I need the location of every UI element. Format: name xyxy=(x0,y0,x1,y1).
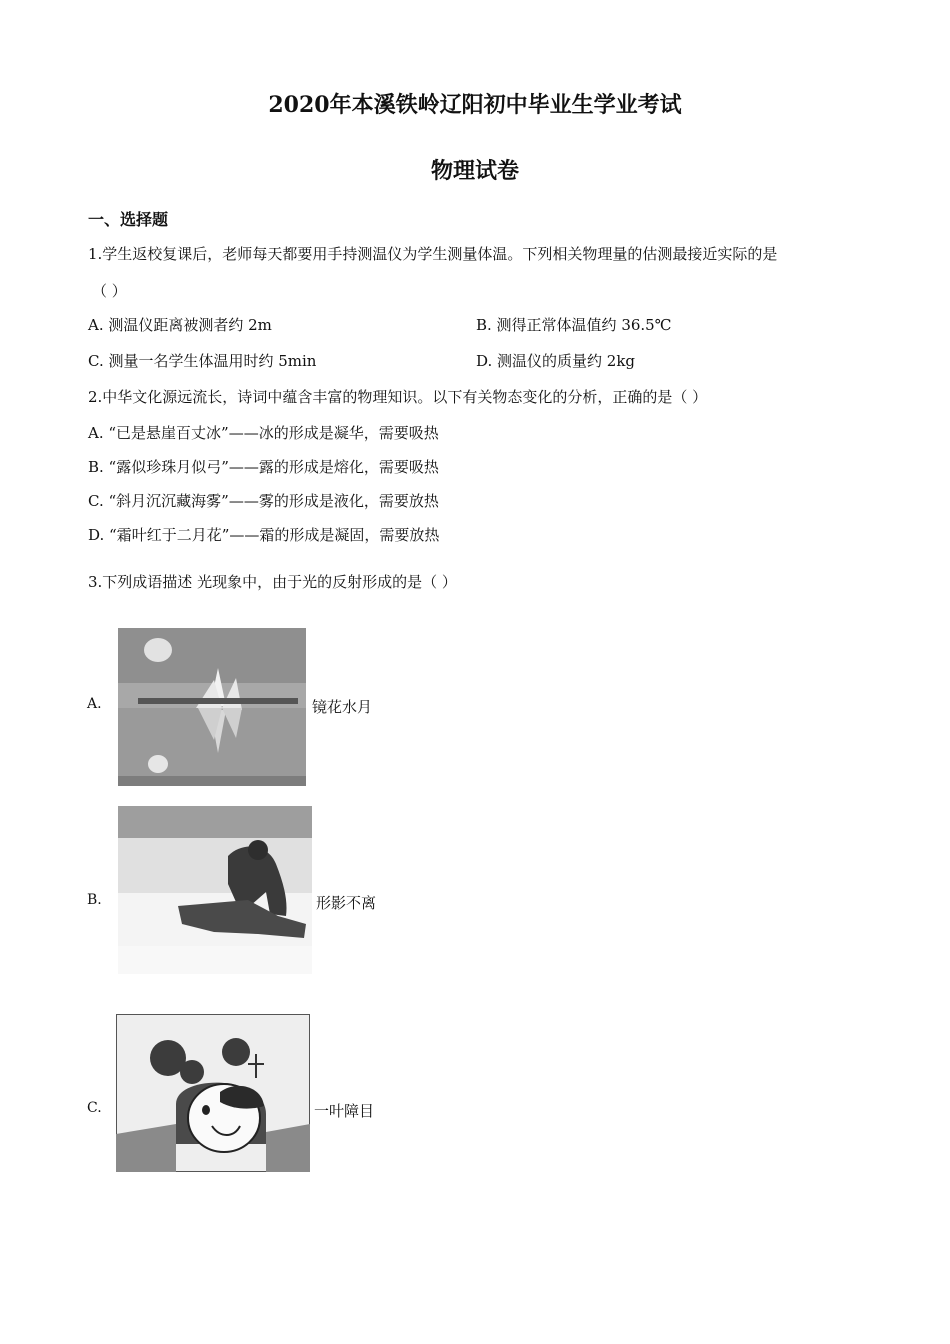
question-1-bracket: （ ） xyxy=(92,282,127,300)
shadow-image xyxy=(118,806,312,974)
question-1-option-d: D. 测温仪的质量约 2kg xyxy=(476,352,636,370)
question-2-option-b: B. “露似珍珠月似弓”——露的形成是熔化，需要吸热 xyxy=(88,458,439,476)
question-1-option-c: C. 测量一名学生体温用时约 5min xyxy=(88,352,317,370)
question-2-option-a: A. “已是悬崖百丈冰”——冰的形成是凝华，需要吸热 xyxy=(88,424,439,442)
question-3-option-c-label: C. xyxy=(87,1100,102,1116)
reflection-moon-image xyxy=(118,628,306,786)
question-3-option-a-caption: 镜花水月 xyxy=(312,698,373,716)
question-2-option-d: D. “霜叶红于二月花”——霜的形成是凝固，需要放热 xyxy=(88,526,440,544)
question-2-option-c: C. “斜月沉沉藏海雾”——雾的形成是液化，需要放热 xyxy=(88,492,439,510)
question-3-option-c-caption: 一叶障目 xyxy=(314,1102,375,1120)
section-heading: 一、选择题 xyxy=(88,210,169,229)
question-2-stem: 2.中华文化源远流长，诗词中蕴含丰富的物理知识。以下有关物态变化的分析，正确的是（ ） xyxy=(88,388,708,406)
question-1-option-b: B. 测得正常体温值约 36.5℃ xyxy=(476,316,672,334)
leaf-over-eye-image xyxy=(116,1014,310,1172)
question-3-option-b-caption: 形影不离 xyxy=(316,894,377,912)
question-3-stem: 3.下列成语描述 光现象中，由于光的反射形成的是（ ） xyxy=(88,573,457,591)
exam-title: 2020年本溪铁岭辽阳初中毕业生学业考试 xyxy=(268,92,682,118)
exam-subtitle: 物理试卷 xyxy=(430,158,519,184)
question-3-option-b-label: B. xyxy=(87,892,102,908)
question-1-option-a: A. 测温仪距离被测者约 2m xyxy=(88,316,272,334)
question-3-option-a-label: A. xyxy=(87,696,102,712)
question-1-stem: 1.学生返校复课后，老师每天都要用手持测温仪为学生测量体温。下列相关物理量的估测最接近实际的是 xyxy=(88,245,778,263)
